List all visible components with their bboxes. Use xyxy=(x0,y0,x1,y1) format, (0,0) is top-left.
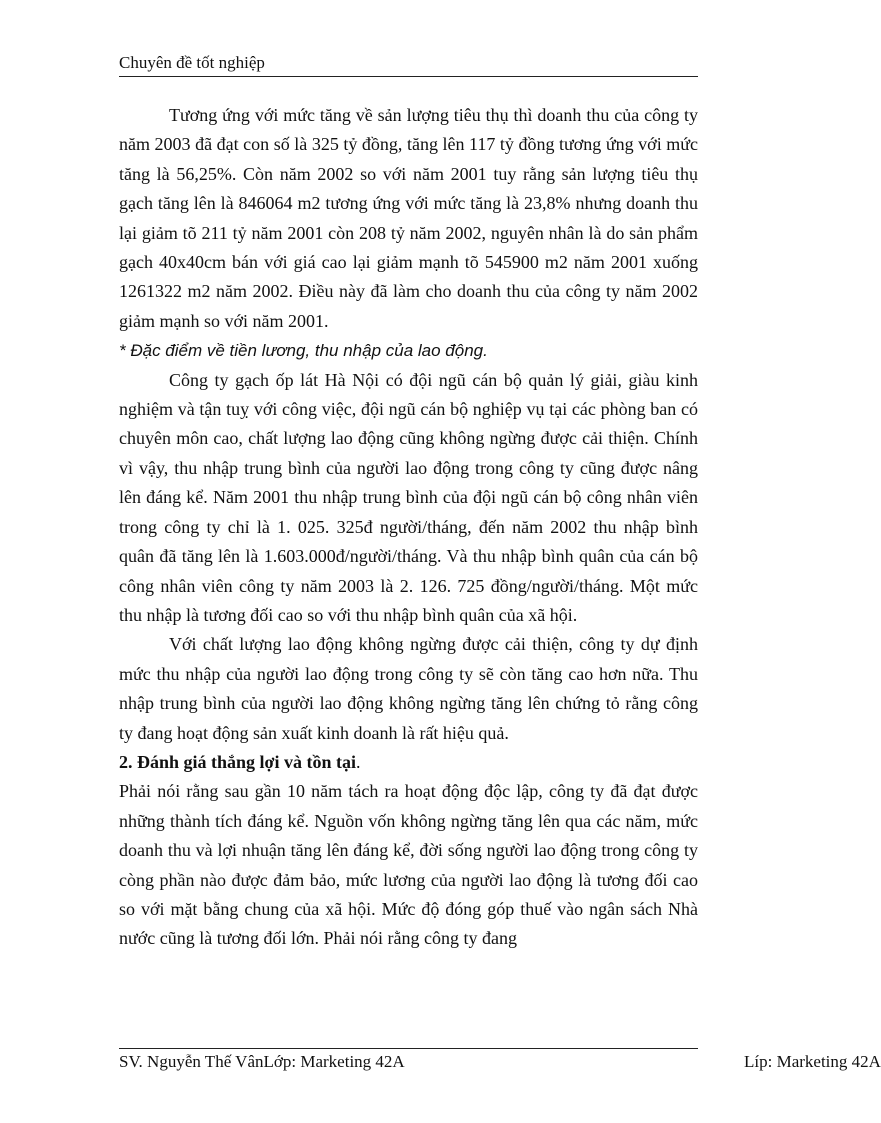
paragraph-achievements: Phải nói rằng sau gần 10 năm tách ra hoạt động độc lập, công ty đã đạt được những thành tích đáng kể. Nguồn vốn không ngừng tăng lên qua các năm, mức doanh thu và lợi nhuận tăng lên đáng kể, đời sống người lao động trong công ty còng phần nào được đảm bảo, mức lương của người lao động là tương đối cao so với mặt bằng chung của xã hội. Mức độ đóng góp thuế vào ngân sách Nhà nước cũng là tương đối lớn. Phải nói rằng công ty đang xyxy=(119,781,698,949)
subheading-wages: * Đặc điểm về tiền lương, thu nhập của lao động. xyxy=(119,341,488,361)
footer-class-right: Líp: Marketing 42A xyxy=(744,1052,881,1071)
section-heading-2-text: 2. Đánh giá thắng lợi và tồn tại xyxy=(119,751,357,772)
footer-student-class: SV. Nguyễn Thế VânLớp: Marketing 42A xyxy=(119,1052,405,1071)
paragraph-income: Công ty gạch ốp lát Hà Nội có đội ngũ cán bộ quản lý giải, giàu kinh nghiệm và tận tuỵ với công việc, đội ngũ cán bộ nghiệp vụ tại các phòng ban có chuyên môn cao, chất lượng lao động cũng không ngừng được cải thiện. Chính vì vậy, thu nhập trung bình của người lao động trong công ty cũng được nâng lên đáng kể. Năm 2001 thu nhập trung bình của đội ngũ cán bộ công nhân viên trong công ty chỉ là 1. 025. 325đ người/tháng, đến năm 2002 thu nhập bình quân đã tăng lên là 1.603.000đ/người/tháng. Và thu nhập bình quân của cán bộ công nhân viên công ty năm 2003 là 2. 126. 725 đồng/người/tháng. Một mức thu nhập là tương đối cao so với thu nhập bình quân của xã hội. xyxy=(119,369,698,625)
footer-rule xyxy=(119,1048,698,1049)
section-heading-2-period: . xyxy=(356,751,361,772)
document-body xyxy=(119,101,698,954)
paragraph-outlook: Với chất lượng lao động không ngừng được cải thiện, công ty dự định mức thu nhập của người lao động trong công ty sẽ còn tăng cao hơn nữa. Thu nhập trung bình của người lao động không ngừng tăng lên chứng tỏ rằng công ty đang hoạt động sản xuất kinh doanh là rất hiệu quả. xyxy=(119,634,698,743)
paragraph-revenue: Tương ứng với mức tăng về sản lượng tiêu thụ thì doanh thu của công ty năm 2003 đã đạt con số là 325 tỷ đồng, tăng lên 117 tỷ đồng tương ứng với mức tăng là 56,25%. Còn năm 2002 so với năm 2001 tuy rằng sản lượng tiêu thụ gạch tăng lên là 846064 m2 tương ứng với mức tăng là 23,8% nhưng doanh thu lại giảm tõ 211 tỷ năm 2001 còn 208 tỷ năm 2002, nguyên nhân là do sản phẩm gạch 40x40cm bán với giá cao lại giảm mạnh tõ 545900 m2 năm 2001 xuống 1261322 m2 năm 2002. Điều này đã làm cho doanh thu của công ty năm 2002 giảm mạnh so với năm 2001. xyxy=(119,105,698,331)
page-header-title: Chuyên đề tốt nghiệp xyxy=(119,53,265,72)
header-rule xyxy=(119,76,698,77)
section-heading-2 xyxy=(119,748,698,777)
